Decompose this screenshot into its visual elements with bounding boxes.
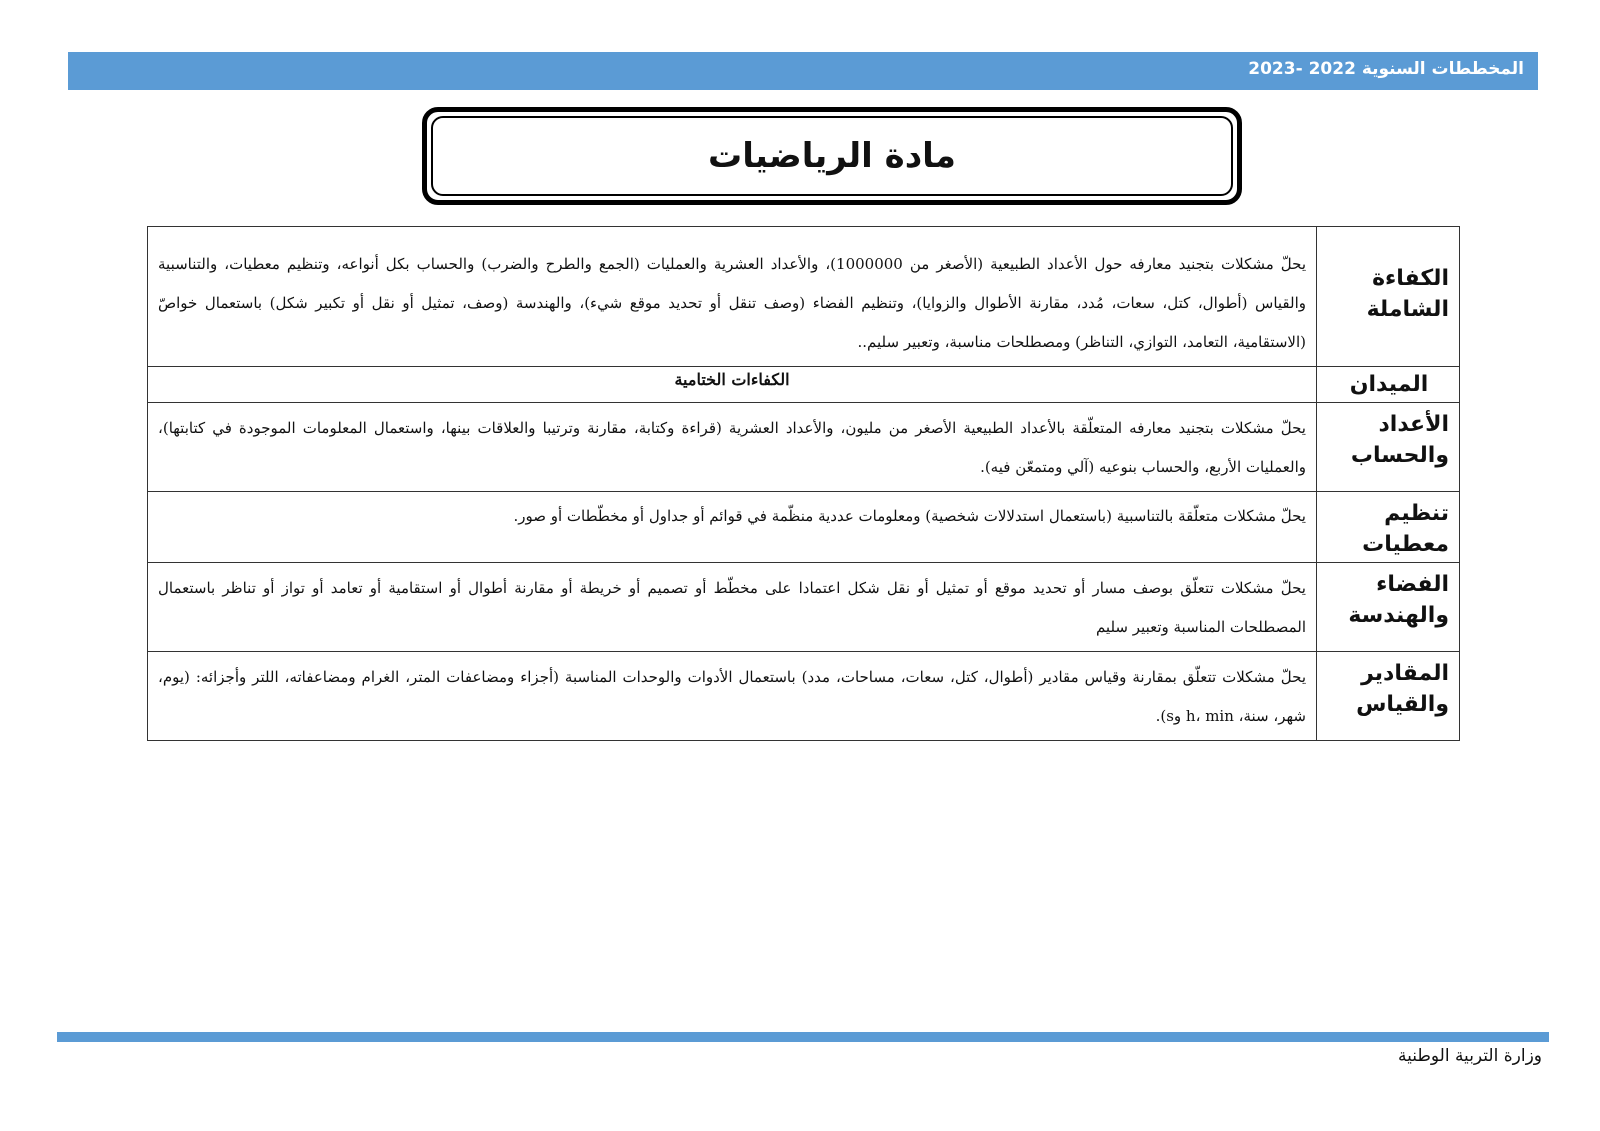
row-label-space-geometry: الفضاء والهندسة	[1317, 563, 1460, 652]
title-frame	[422, 107, 1242, 205]
table-row	[148, 367, 1460, 403]
row-content-quantities-measurement: يحلّ مشكلات تتعلّق بمقارنة وقياس مقادير (أطوال، كتل، سعات، مساحات، مدد) باستعمال الأدوات والوحدات المناسبة (أجزاء ومضاعفات المتر، الغرام ومضاعفاته، اللتر وأجزائه: (يوم، شهر، سنة، h، min وs).	[148, 652, 1317, 741]
row-label-domain: الميدان	[1317, 367, 1460, 403]
row-label-numbers-calculation: الأعداد والحساب	[1317, 403, 1460, 492]
row-label-comprehensive-competency	[1317, 227, 1460, 367]
header-bar	[68, 52, 1538, 90]
table-row	[148, 492, 1460, 563]
row-content-numbers-calculation: يحلّ مشكلات بتجنيد معارفه المتعلّقة بالأعداد الطبيعية الأصغر من مليون، والأعداد العشرية (قراءة وكتابة، مقارنة وترتيبا والعلاقات بينها، واستعمال المعلومات الموجودة في كتابتها)، والعمليات الأربع، والحساب بنوعيه (آلي ومتمعّن فيه).	[148, 403, 1317, 492]
table-row	[148, 227, 1460, 367]
column-heading-final-competencies: الكفاءات الختامية	[148, 367, 1317, 403]
row-label-data-organization: تنظيم معطيات	[1317, 492, 1460, 563]
footer-ministry: وزارة التربية الوطنية	[1397, 1046, 1542, 1066]
footer-bar	[57, 1032, 1549, 1042]
header-title: المخططات السنوية 2022 -2023	[1248, 59, 1524, 79]
competencies-table	[147, 226, 1460, 741]
row-content-space-geometry: يحلّ مشكلات تتعلّق بوصف مسار أو تحديد موقع أو تمثيل أو نقل شكل اعتمادا على مخطّط أو تصميم أو خريطة أو مقارنة أطوال أو استقامية أو تعامد أو تواز أو تناظر باستعمال المصطلحات المناسبة وتعبير سليم	[148, 563, 1317, 652]
label-text: الكفاءة الشاملة	[1366, 266, 1449, 322]
table-row	[148, 403, 1460, 492]
row-label-quantities-measurement: المقادير والقياس	[1317, 652, 1460, 741]
row-content-data-organization: يحلّ مشكلات متعلّقة بالتناسبية (باستعمال استدلالات شخصية) ومعلومات عددية منظّمة في قوائم أو جداول أو مخطّطات أو صور.	[148, 492, 1317, 563]
table-row	[148, 652, 1460, 741]
row-content-comprehensive-competency: يحلّ مشكلات بتجنيد معارفه حول الأعداد الطبيعية (الأصغر من 1000000)، والأعداد العشرية والعمليات (الجمع والطرح والضرب) والحساب بكل أنواعه، وتنظيم معطيات، والتناسبية والقياس (أطوال، كتل، سعات، مُدد، مقارنة الأطوال والزوايا)، وتنظيم الفضاء (وصف تنقل أو تحديد موقع شيء)، والهندسة (وصف، تمثيل أو نقل أو تكبير شكل) باستعمال خواصّ (الاستقامية، التعامد، التوازي، التناظر) ومصطلحات مناسبة، وتعبير سليم..	[148, 227, 1317, 367]
table-row	[148, 563, 1460, 652]
page-title: مادة الرياضيات	[431, 116, 1233, 196]
